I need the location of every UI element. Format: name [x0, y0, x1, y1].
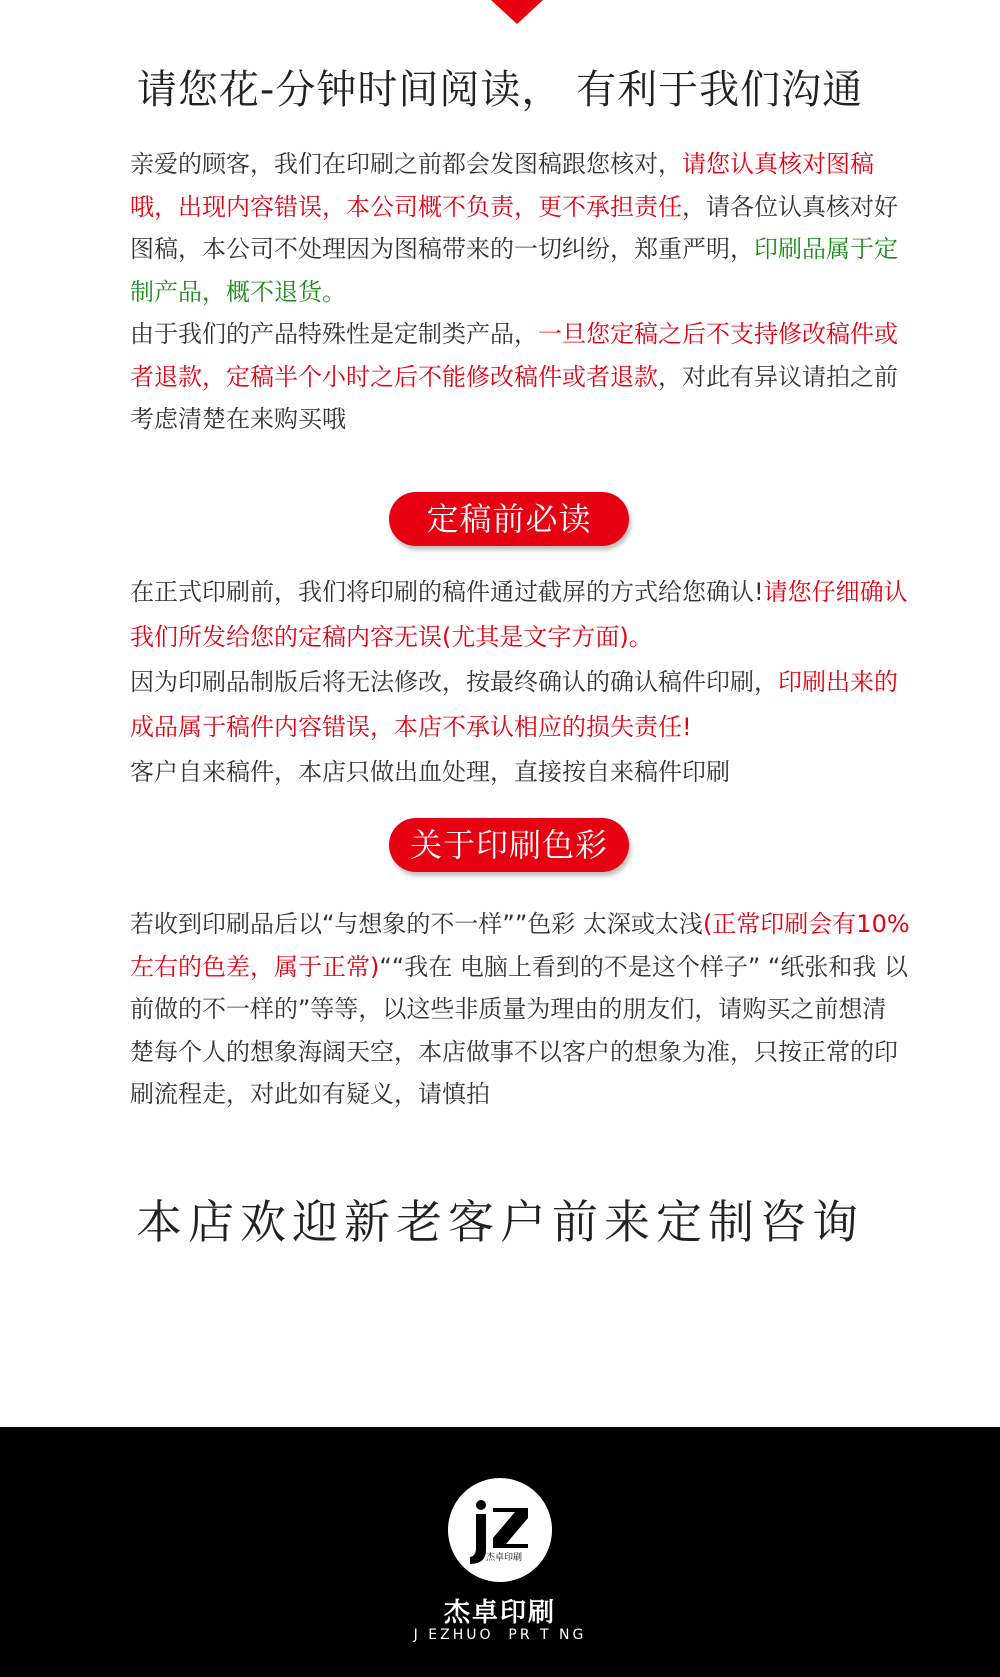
- color-text: ““我在 电脑上看到的不是这个样子” “纸张和我 以前做的不一样的”等等，以这些非质量为理由的朋友们，请购买之前想清楚每个人的想象海阔天空，本店做事不以客户的想象为准，只按正常的印刷流程走，对此如有疑义，请慎拍: [130, 952, 908, 1108]
- brand-name: 杰卓印刷: [443, 1598, 556, 1628]
- proof-warning-text: 请您仔细确认我们所发给您的定稿内容无误(尤其是文字方面)。: [130, 578, 908, 651]
- notice-paragraph: [130, 143, 910, 441]
- proof-text: 在正式印刷前，我们将印刷的稿件通过截屏的方式给您确认!: [130, 578, 764, 606]
- section-heading-proof: 定稿前必读: [389, 492, 629, 546]
- jz-logo-icon: [448, 1478, 552, 1582]
- notice-warning-text: 请您认真核对图稿哦，出现内容错误，本公司概不负责，更不承担责任: [130, 150, 874, 221]
- notice-text: ，请各位认真核对好图稿，本公司不处理因为图稿带来的一切纠纷，郑重严明，: [130, 192, 898, 263]
- no-refund-text: 一旦您定稿之后不支持修改稿件或者退款，定稿半个小时之后不能修改稿件或者退款: [130, 320, 898, 391]
- page-title: 请您花-分钟时间阅读， 有利于我们沟通: [136, 67, 864, 113]
- no-return-text: 印刷品属于定制产品，概不退货。: [130, 235, 898, 306]
- color-text: 若收到印刷品后以“与想象的不一样””色彩 太深或太浅: [130, 910, 703, 938]
- welcome-text: 本店欢迎新老客户前来定制咨询: [136, 1195, 864, 1249]
- proof-text: 客户自来稿件，本店只做出血处理，直接按自来稿件印刷: [130, 758, 730, 786]
- notice-text: 亲爱的顾客，我们在印刷之前都会发图稿跟您核对，: [130, 150, 682, 178]
- notice-text: ，对此有异议请拍之前考虑清楚在来购买哦: [130, 362, 898, 433]
- section-heading-color: 关于印刷色彩: [389, 818, 629, 872]
- proof-warning-text: 印刷出来的成品属于稿件内容错误，本店不承认相应的损失责任!: [130, 668, 898, 741]
- color-warning-text: (正常印刷会有10%左右的色差，属于正常): [130, 910, 910, 981]
- brand-english-name: J EZHUO PR T NG: [413, 1627, 587, 1643]
- proof-text: 因为印刷品制版后将无法修改，按最终确认的确认稿件印刷，: [130, 668, 778, 696]
- proof-paragraph: [130, 570, 910, 795]
- down-triangle-icon: [491, 0, 543, 24]
- logo-small-text: 杰卓印刷: [486, 1553, 523, 1563]
- footer: [0, 1427, 1000, 1677]
- color-paragraph: [130, 903, 910, 1116]
- notice-text: 由于我们的产品特殊性是定制类产品，: [130, 320, 538, 348]
